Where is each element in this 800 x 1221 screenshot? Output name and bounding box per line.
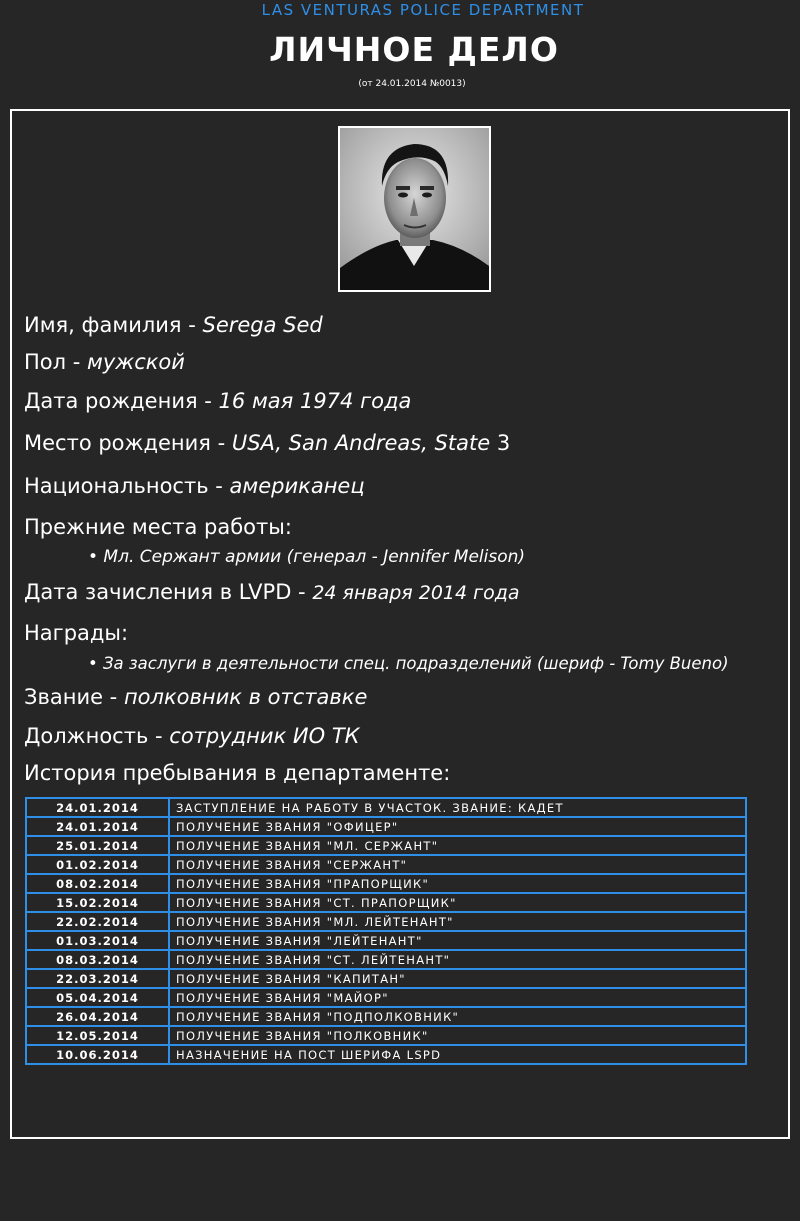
history-event: ПОЛУЧЕНИЕ ЗВАНИЯ "КАПИТАН" bbox=[169, 969, 746, 988]
history-event: ПОЛУЧЕНИЕ ЗВАНИЯ "ПОДПОЛКОВНИК" bbox=[169, 1007, 746, 1026]
sex-label: Пол - bbox=[24, 350, 81, 374]
award-item: • За заслуги в деятельности спец. подразделений (шериф - Tomy Bueno) bbox=[88, 654, 729, 673]
history-event: НАЗНАЧЕНИЕ НА ПОСТ ШЕРИФА LSPD bbox=[169, 1045, 746, 1064]
history-table bbox=[25, 797, 747, 1065]
table-row bbox=[26, 1007, 746, 1026]
history-label: История пребывания в департаменте: bbox=[24, 761, 451, 785]
name-value: Serega Sed bbox=[202, 313, 323, 337]
table-row bbox=[26, 1045, 746, 1064]
history-date: 22.02.2014 bbox=[26, 912, 169, 931]
birth-place-value: USA, San Andreas, State bbox=[231, 431, 491, 455]
previous-job-item: • Мл. Сержант армии (генерал - Jennifer Melison) bbox=[88, 547, 526, 567]
birth-place-suffix: 3 bbox=[496, 431, 511, 455]
table-row bbox=[26, 874, 746, 893]
name-row bbox=[24, 313, 323, 337]
page-title: ЛИЧНОЕ ДЕЛО bbox=[269, 30, 559, 69]
history-date: 26.04.2014 bbox=[26, 1007, 169, 1026]
birth-date-row bbox=[24, 389, 411, 413]
name-label: Имя, фамилия - bbox=[24, 313, 196, 337]
history-date: 24.01.2014 bbox=[26, 798, 169, 817]
table-row bbox=[26, 969, 746, 988]
document-number: (от 24.01.2014 №0013) bbox=[358, 79, 466, 89]
table-row bbox=[26, 988, 746, 1007]
position-row bbox=[24, 724, 360, 748]
rank-row bbox=[24, 685, 367, 709]
awards-label: Награды: bbox=[24, 621, 129, 645]
position-value: сотрудник ИО ТК bbox=[169, 724, 360, 748]
table-row bbox=[26, 855, 746, 874]
history-date: 08.03.2014 bbox=[26, 950, 169, 969]
birth-place-row bbox=[24, 431, 510, 455]
table-row bbox=[26, 912, 746, 931]
history-event: ПОЛУЧЕНИЕ ЗВАНИЯ "СТ. ПРАПОРЩИК" bbox=[169, 893, 746, 912]
rank-label: Звание - bbox=[24, 685, 118, 709]
history-date: 01.03.2014 bbox=[26, 931, 169, 950]
table-row bbox=[26, 931, 746, 950]
table-row bbox=[26, 893, 746, 912]
enrollment-row bbox=[24, 580, 520, 604]
table-row bbox=[26, 1026, 746, 1045]
enrollment-label: Дата зачисления в LVPD - bbox=[24, 580, 306, 604]
history-event: ПОЛУЧЕНИЕ ЗВАНИЯ "ПОЛКОВНИК" bbox=[169, 1026, 746, 1045]
history-date: 05.04.2014 bbox=[26, 988, 169, 1007]
history-date: 24.01.2014 bbox=[26, 817, 169, 836]
table-row bbox=[26, 798, 746, 817]
sex-row bbox=[24, 350, 185, 374]
history-date: 08.02.2014 bbox=[26, 874, 169, 893]
nationality-value: американец bbox=[229, 474, 365, 498]
history-date: 22.03.2014 bbox=[26, 969, 169, 988]
position-label: Должность - bbox=[24, 724, 163, 748]
department-name: LAS VENTURAS POLICE DEPARTMENT bbox=[261, 1, 585, 19]
history-date: 12.05.2014 bbox=[26, 1026, 169, 1045]
history-event: ПОЛУЧЕНИЕ ЗВАНИЯ "МЛ. СЕРЖАНТ" bbox=[169, 836, 746, 855]
history-date: 10.06.2014 bbox=[26, 1045, 169, 1064]
history-event: ПОЛУЧЕНИЕ ЗВАНИЯ "ЛЕЙТЕНАНТ" bbox=[169, 931, 746, 950]
history-event: ПОЛУЧЕНИЕ ЗВАНИЯ "ОФИЦЕР" bbox=[169, 817, 746, 836]
sex-value: мужской bbox=[87, 350, 185, 374]
history-date: 25.01.2014 bbox=[26, 836, 169, 855]
profile-photo bbox=[338, 126, 491, 292]
birth-place-label: Место рождения - bbox=[24, 431, 226, 455]
history-date: 01.02.2014 bbox=[26, 855, 169, 874]
table-row bbox=[26, 817, 746, 836]
history-event: ПОЛУЧЕНИЕ ЗВАНИЯ "МЛ. ЛЕЙТЕНАНТ" bbox=[169, 912, 746, 931]
rank-value: полковник в отставке bbox=[123, 685, 368, 709]
history-event: ЗАСТУПЛЕНИЕ НА РАБОТУ В УЧАСТОК. ЗВАНИЕ: КАДЕТ bbox=[169, 798, 746, 817]
birth-date-value: 16 мая 1974 года bbox=[218, 389, 412, 413]
history-date: 15.02.2014 bbox=[26, 893, 169, 912]
table-row bbox=[26, 836, 746, 855]
nationality-row bbox=[24, 474, 365, 498]
history-event: ПОЛУЧЕНИЕ ЗВАНИЯ "СТ. ЛЕЙТЕНАНТ" bbox=[169, 950, 746, 969]
history-event: ПОЛУЧЕНИЕ ЗВАНИЯ "СЕРЖАНТ" bbox=[169, 855, 746, 874]
enrollment-value: 24 января 2014 года bbox=[312, 582, 520, 604]
previous-jobs-label: Прежние места работы: bbox=[24, 515, 292, 539]
birth-date-label: Дата рождения - bbox=[24, 389, 212, 413]
history-event: ПОЛУЧЕНИЕ ЗВАНИЯ "МАЙОР" bbox=[169, 988, 746, 1007]
nationality-label: Национальность - bbox=[24, 474, 223, 498]
table-row bbox=[26, 950, 746, 969]
history-event: ПОЛУЧЕНИЕ ЗВАНИЯ "ПРАПОРЩИК" bbox=[169, 874, 746, 893]
